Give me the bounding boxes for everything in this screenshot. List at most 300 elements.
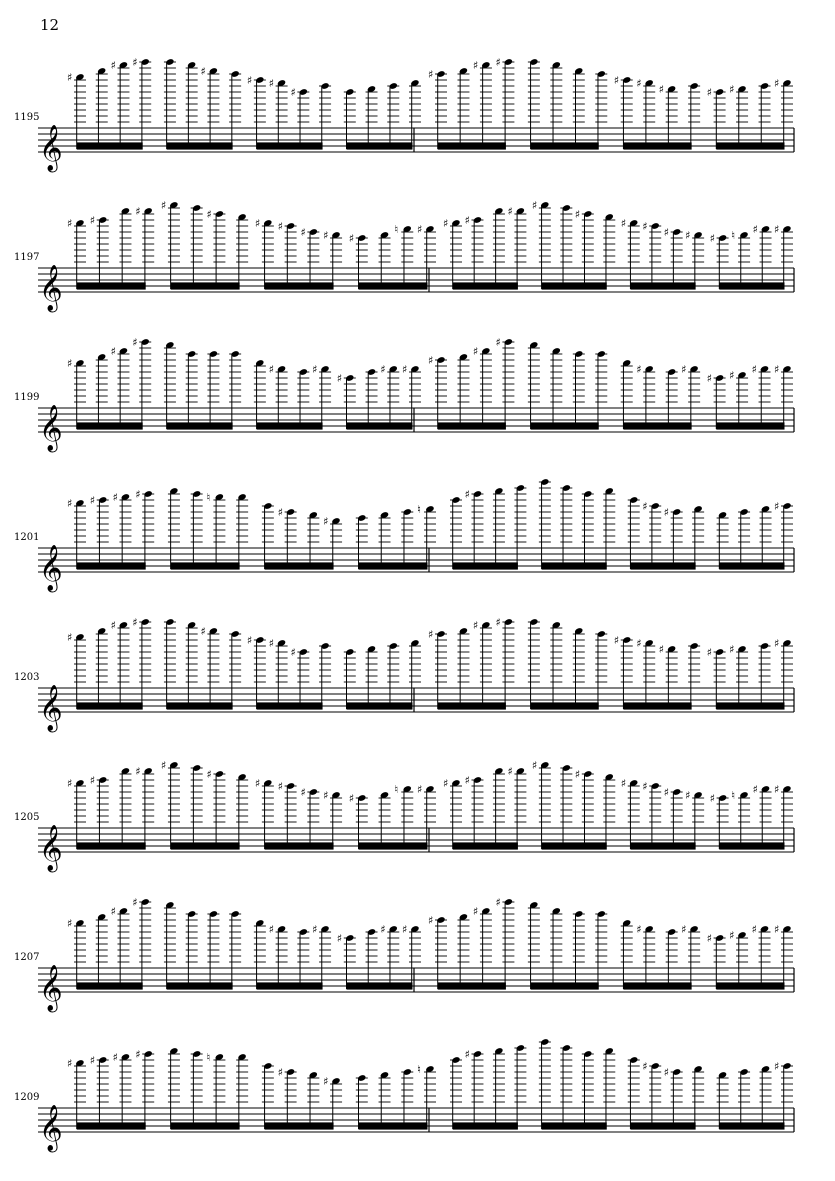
sharp-sign: ♯ bbox=[620, 777, 627, 790]
note bbox=[236, 773, 248, 849]
sharp-sign: ♯ bbox=[67, 497, 73, 510]
note bbox=[636, 637, 655, 709]
beam bbox=[531, 702, 599, 705]
note bbox=[636, 77, 655, 149]
sharp-sign: ♯ bbox=[531, 199, 538, 212]
sharp-sign: ♯ bbox=[67, 917, 73, 930]
sharp-sign: ♯ bbox=[642, 1060, 648, 1073]
beam bbox=[257, 986, 323, 989]
sharp-sign: ♯ bbox=[507, 205, 513, 218]
beam bbox=[716, 426, 784, 429]
beam bbox=[171, 846, 240, 849]
beam bbox=[77, 286, 146, 289]
sharp-sign: ♯ bbox=[110, 905, 116, 918]
beam bbox=[438, 706, 506, 709]
note bbox=[380, 923, 399, 989]
note bbox=[67, 357, 86, 429]
sharp-sign: ♯ bbox=[132, 336, 138, 349]
note bbox=[417, 503, 436, 569]
sharp-sign: ♯ bbox=[774, 637, 780, 650]
measure bbox=[443, 199, 793, 290]
beam bbox=[453, 1126, 518, 1129]
sharp-sign: ♯ bbox=[774, 783, 780, 796]
beam bbox=[265, 286, 334, 289]
sharp-sign: ♯ bbox=[417, 223, 423, 236]
beam bbox=[630, 286, 695, 289]
note bbox=[582, 490, 594, 569]
sharp-sign: ♯ bbox=[323, 515, 329, 528]
beam bbox=[531, 146, 599, 149]
note bbox=[161, 199, 180, 289]
beam bbox=[171, 286, 240, 289]
sharp-sign: ♯ bbox=[67, 631, 73, 644]
treble-clef: 𝄞 bbox=[39, 545, 63, 591]
sharp-sign: ♯ bbox=[323, 229, 329, 242]
note bbox=[207, 910, 219, 989]
sharp-sign: ♯ bbox=[110, 345, 116, 358]
beam bbox=[77, 1122, 146, 1125]
note bbox=[247, 74, 266, 149]
note bbox=[191, 204, 203, 289]
treble-clef: 𝄞 bbox=[39, 125, 63, 171]
sharp-sign: ♯ bbox=[268, 363, 274, 376]
sharp-sign: ♯ bbox=[254, 217, 261, 230]
sharp-sign: ♯ bbox=[774, 500, 780, 513]
note bbox=[595, 70, 607, 149]
beam bbox=[716, 142, 784, 145]
note bbox=[710, 232, 729, 289]
sharp-sign: ♯ bbox=[729, 929, 735, 942]
note bbox=[387, 82, 399, 149]
sharp-sign: ♯ bbox=[336, 932, 343, 945]
note bbox=[514, 1044, 526, 1129]
note bbox=[628, 496, 640, 569]
note bbox=[254, 359, 266, 429]
beam bbox=[347, 146, 413, 149]
sharp-sign: ♯ bbox=[685, 789, 691, 802]
beam bbox=[542, 566, 607, 569]
note bbox=[269, 923, 288, 989]
note bbox=[729, 83, 748, 149]
sharp-sign: ♯ bbox=[495, 896, 501, 909]
beam bbox=[453, 1122, 518, 1125]
sharp-sign: ♯ bbox=[290, 86, 296, 99]
measure-number: 1199 bbox=[14, 392, 40, 403]
beam bbox=[359, 1126, 428, 1129]
note bbox=[774, 223, 793, 289]
measure bbox=[67, 616, 421, 710]
sharp-sign: ♯ bbox=[160, 199, 167, 212]
note bbox=[603, 487, 615, 569]
note bbox=[110, 905, 129, 989]
note bbox=[550, 621, 562, 709]
note bbox=[67, 777, 86, 849]
beam bbox=[542, 842, 607, 845]
measure bbox=[443, 759, 793, 850]
beam bbox=[167, 986, 233, 989]
note bbox=[96, 67, 108, 149]
note bbox=[752, 363, 771, 429]
measure bbox=[67, 336, 421, 430]
sharp-sign: ♯ bbox=[574, 768, 581, 781]
sharp-sign: ♯ bbox=[613, 634, 620, 647]
sharp-sign: ♯ bbox=[312, 363, 318, 376]
note bbox=[495, 896, 514, 989]
note bbox=[495, 336, 514, 429]
note bbox=[278, 220, 297, 289]
note bbox=[278, 780, 297, 849]
measure bbox=[428, 896, 793, 990]
measure-number: 1195 bbox=[14, 112, 40, 123]
beam bbox=[630, 562, 695, 565]
sharp-sign: ♯ bbox=[348, 232, 355, 245]
sharp-sign: ♯ bbox=[706, 372, 712, 385]
natural-sign: ♮ bbox=[394, 223, 399, 236]
note bbox=[319, 642, 331, 709]
sharp-sign: ♯ bbox=[277, 780, 283, 793]
beam bbox=[630, 566, 695, 569]
note bbox=[67, 217, 86, 289]
natural-sign: ♮ bbox=[417, 1063, 421, 1076]
note bbox=[186, 350, 198, 429]
measure bbox=[67, 199, 436, 290]
sharp-sign: ♯ bbox=[642, 500, 648, 513]
sharp-sign: ♯ bbox=[89, 214, 96, 227]
sharp-sign: ♯ bbox=[709, 232, 715, 245]
note bbox=[356, 1074, 368, 1129]
sharp-sign: ♯ bbox=[658, 83, 664, 96]
sharp-sign: ♯ bbox=[135, 765, 141, 778]
note bbox=[493, 487, 505, 569]
note bbox=[729, 643, 748, 709]
sharp-sign: ♯ bbox=[752, 223, 758, 236]
sharp-sign: ♯ bbox=[268, 77, 274, 90]
beam bbox=[453, 286, 518, 289]
sharp-sign: ♯ bbox=[472, 59, 479, 72]
note bbox=[760, 505, 772, 569]
beam bbox=[716, 422, 784, 425]
note bbox=[659, 643, 678, 709]
sharp-sign: ♯ bbox=[658, 643, 664, 656]
sharp-sign: ♯ bbox=[336, 372, 343, 385]
beam bbox=[77, 982, 143, 985]
sharp-sign: ♯ bbox=[348, 792, 355, 805]
measure bbox=[67, 1047, 436, 1129]
note bbox=[457, 627, 469, 709]
beam bbox=[719, 1126, 784, 1129]
beam bbox=[167, 142, 233, 145]
sharp-sign: ♯ bbox=[472, 905, 479, 918]
beam bbox=[623, 146, 691, 149]
beam bbox=[623, 426, 691, 429]
beam bbox=[265, 842, 334, 845]
system bbox=[14, 759, 794, 873]
beam bbox=[453, 282, 518, 285]
note bbox=[573, 67, 585, 149]
note bbox=[532, 199, 551, 289]
note bbox=[67, 497, 86, 569]
sharp-sign: ♯ bbox=[663, 506, 669, 519]
sharp-sign: ♯ bbox=[636, 923, 642, 936]
note bbox=[110, 59, 129, 149]
measure-number: 1207 bbox=[14, 952, 40, 963]
sharp-sign: ♯ bbox=[380, 363, 386, 376]
sharp-sign: ♯ bbox=[472, 619, 479, 632]
note bbox=[319, 82, 331, 149]
note bbox=[207, 350, 219, 429]
note bbox=[642, 1060, 661, 1129]
beam bbox=[265, 566, 334, 569]
note bbox=[191, 490, 203, 569]
note bbox=[402, 363, 421, 429]
beam bbox=[77, 986, 143, 989]
note bbox=[614, 74, 633, 149]
note bbox=[186, 61, 198, 149]
note bbox=[443, 777, 462, 849]
note bbox=[90, 774, 109, 849]
beam bbox=[359, 562, 428, 565]
beam bbox=[347, 982, 413, 985]
beam bbox=[77, 846, 146, 849]
note bbox=[417, 783, 436, 849]
note bbox=[236, 213, 248, 289]
note bbox=[628, 1056, 640, 1129]
note bbox=[642, 220, 661, 289]
note bbox=[539, 478, 551, 569]
sharp-sign: ♯ bbox=[774, 363, 780, 376]
note bbox=[119, 767, 131, 849]
note bbox=[67, 631, 86, 709]
beam bbox=[716, 986, 784, 989]
sharp-sign: ♯ bbox=[277, 220, 283, 233]
sharp-sign: ♯ bbox=[774, 923, 780, 936]
note bbox=[573, 350, 585, 429]
treble-clef: 𝄞 bbox=[39, 825, 63, 871]
note bbox=[560, 204, 572, 289]
note bbox=[457, 913, 469, 989]
note bbox=[67, 917, 86, 989]
note bbox=[206, 208, 225, 289]
note bbox=[132, 56, 151, 149]
sharp-sign: ♯ bbox=[774, 77, 780, 90]
sharp-sign: ♯ bbox=[774, 223, 780, 236]
sharp-sign: ♯ bbox=[613, 74, 620, 87]
sharp-sign: ♯ bbox=[681, 923, 687, 936]
note bbox=[560, 1044, 572, 1129]
note bbox=[110, 619, 129, 709]
note bbox=[642, 780, 661, 849]
note bbox=[707, 372, 726, 429]
sharp-sign: ♯ bbox=[752, 783, 758, 796]
note bbox=[191, 1050, 203, 1129]
beam bbox=[719, 842, 784, 845]
beam bbox=[77, 422, 143, 425]
note bbox=[262, 1062, 274, 1129]
sharp-sign: ♯ bbox=[751, 363, 757, 376]
beam bbox=[438, 422, 506, 425]
note bbox=[493, 1047, 505, 1129]
beam bbox=[171, 842, 240, 845]
note bbox=[603, 1047, 615, 1129]
sharp-sign: ♯ bbox=[268, 637, 274, 650]
measure bbox=[67, 487, 436, 569]
treble-clef: 𝄞 bbox=[39, 965, 63, 1011]
beam bbox=[359, 286, 428, 289]
measure bbox=[428, 616, 793, 710]
note bbox=[774, 637, 793, 709]
note bbox=[135, 488, 154, 569]
sharp-sign: ♯ bbox=[464, 1048, 470, 1061]
note bbox=[428, 354, 447, 429]
beam bbox=[347, 422, 413, 425]
note bbox=[269, 637, 288, 709]
note bbox=[135, 765, 154, 849]
beam bbox=[719, 286, 784, 289]
beam bbox=[77, 282, 146, 285]
sharp-sign: ♯ bbox=[323, 1075, 329, 1088]
beam bbox=[265, 562, 334, 565]
beam bbox=[265, 846, 334, 849]
note bbox=[409, 79, 421, 149]
note bbox=[493, 767, 505, 849]
sharp-sign: ♯ bbox=[89, 494, 96, 507]
sharp-sign: ♯ bbox=[67, 1057, 73, 1070]
beam bbox=[257, 426, 323, 429]
note bbox=[200, 625, 219, 709]
sharp-sign: ♯ bbox=[663, 1066, 669, 1079]
beam bbox=[265, 282, 334, 285]
beam bbox=[542, 286, 607, 289]
sharp-sign: ♯ bbox=[402, 363, 408, 376]
note bbox=[443, 217, 462, 289]
beam bbox=[438, 426, 506, 429]
note bbox=[312, 363, 331, 429]
beam bbox=[623, 982, 691, 985]
note bbox=[642, 500, 661, 569]
beam bbox=[347, 706, 413, 709]
beam bbox=[77, 426, 143, 429]
sharp-sign: ♯ bbox=[774, 1060, 780, 1073]
note bbox=[774, 500, 793, 569]
sharp-sign: ♯ bbox=[402, 923, 408, 936]
note bbox=[539, 1038, 551, 1129]
note bbox=[229, 910, 241, 989]
note bbox=[659, 83, 678, 149]
beam bbox=[438, 142, 506, 145]
sharp-sign: ♯ bbox=[277, 506, 283, 519]
sharp-sign: ♯ bbox=[67, 71, 73, 84]
note bbox=[112, 1051, 131, 1129]
note bbox=[417, 223, 436, 289]
note bbox=[366, 85, 378, 149]
beam bbox=[719, 282, 784, 285]
note bbox=[236, 493, 248, 569]
note bbox=[575, 208, 594, 289]
sharp-sign: ♯ bbox=[642, 220, 648, 233]
note bbox=[110, 345, 129, 429]
note bbox=[186, 621, 198, 709]
note bbox=[614, 634, 633, 709]
note bbox=[337, 372, 356, 429]
note bbox=[688, 82, 700, 149]
sharp-sign: ♯ bbox=[636, 363, 642, 376]
note bbox=[135, 205, 154, 289]
note bbox=[457, 67, 469, 149]
note bbox=[575, 768, 594, 849]
beam bbox=[265, 1126, 334, 1129]
note bbox=[507, 205, 526, 289]
note bbox=[464, 488, 483, 569]
note bbox=[514, 484, 526, 569]
note bbox=[692, 505, 704, 569]
sharp-sign: ♯ bbox=[277, 1066, 283, 1079]
measure bbox=[428, 56, 793, 150]
measure bbox=[67, 896, 421, 990]
note bbox=[621, 777, 640, 849]
note bbox=[636, 363, 655, 429]
note bbox=[90, 214, 109, 289]
beam bbox=[359, 1122, 428, 1125]
sharp-sign: ♯ bbox=[642, 780, 648, 793]
beam bbox=[630, 282, 695, 285]
sharp-sign: ♯ bbox=[443, 777, 449, 790]
note bbox=[164, 618, 176, 709]
note bbox=[495, 616, 514, 709]
note bbox=[394, 223, 413, 289]
sharp-sign: ♯ bbox=[112, 1051, 118, 1064]
sharp-sign: ♯ bbox=[706, 86, 712, 99]
note bbox=[96, 913, 108, 989]
sharp-sign: ♯ bbox=[268, 923, 274, 936]
sharp-sign: ♯ bbox=[464, 774, 470, 787]
sharp-sign: ♯ bbox=[246, 74, 253, 87]
note bbox=[493, 207, 505, 289]
beam bbox=[171, 1126, 240, 1129]
sharp-sign: ♯ bbox=[620, 217, 627, 230]
note bbox=[96, 627, 108, 709]
sharp-sign: ♯ bbox=[495, 56, 501, 69]
measure-number: 1201 bbox=[14, 532, 40, 543]
sharp-sign: ♯ bbox=[531, 759, 538, 772]
beam bbox=[438, 986, 506, 989]
sharp-sign: ♯ bbox=[709, 792, 715, 805]
note bbox=[409, 639, 421, 709]
sharp-sign: ♯ bbox=[290, 646, 296, 659]
natural-sign: ♮ bbox=[206, 1051, 211, 1064]
note bbox=[760, 1065, 772, 1129]
beam bbox=[167, 146, 233, 149]
beam bbox=[171, 562, 240, 565]
beam bbox=[77, 706, 143, 709]
note bbox=[380, 363, 399, 429]
beam bbox=[623, 142, 691, 145]
beam bbox=[77, 842, 146, 845]
beam bbox=[359, 842, 428, 845]
note bbox=[262, 502, 274, 569]
note bbox=[229, 630, 241, 709]
note bbox=[269, 77, 288, 149]
note bbox=[603, 213, 615, 289]
note bbox=[417, 1063, 436, 1129]
natural-sign: ♮ bbox=[206, 491, 211, 504]
measure bbox=[450, 1038, 793, 1129]
system bbox=[14, 478, 794, 593]
treble-clef: 𝄞 bbox=[39, 265, 63, 311]
beam bbox=[359, 846, 428, 849]
beam bbox=[359, 282, 428, 285]
sharp-sign: ♯ bbox=[112, 491, 118, 504]
note bbox=[164, 901, 176, 989]
